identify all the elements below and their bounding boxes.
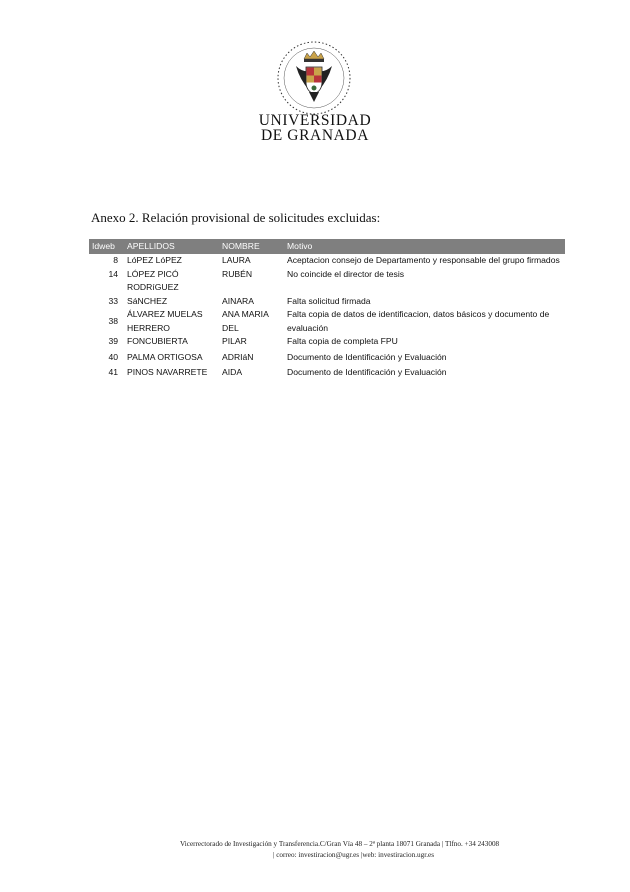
university-wordmark: [0, 113, 630, 143]
header-apellidos: APELLIDOS: [124, 239, 219, 254]
cell-nombre: RUBÉN: [222, 268, 253, 279]
annex-title: Anexo 2. Relación provisional de solicitudes excluidas:: [91, 210, 381, 225]
brand-line-1: UNIVERSIDAD: [258, 112, 372, 129]
cell-idweb: 40: [108, 351, 118, 362]
header-idweb: Idweb: [89, 239, 124, 254]
excluded-applications-table: [89, 239, 565, 380]
cell-motivo: No coincide el director de tesis: [287, 268, 405, 279]
cell-idweb: 33: [108, 295, 118, 306]
cell-nombre: ADRIáN: [222, 351, 254, 362]
cell-apellidos: SáNCHEZ: [127, 295, 168, 306]
cell-nombre: ANA MARIA DEL: [222, 309, 269, 333]
brand-line-2: DE GRANADA: [260, 127, 370, 144]
header-motivo: Motivo: [284, 239, 565, 254]
table-row: [89, 349, 565, 365]
cell-idweb: 38: [108, 315, 118, 326]
cell-idweb: 39: [108, 336, 118, 346]
university-crest-logo: [276, 40, 352, 116]
footer-address: Vicerrectorado de Investigación y Transferencia.C/Gran Vía 48 – 2ª planta 18071 Granada | Tlfno. +34 243008: [180, 840, 500, 848]
cell-motivo: Falta copia de datos de identificacion, datos básicos y documento de evaluación: [287, 309, 550, 333]
cell-nombre: PILAR: [222, 336, 247, 346]
cell-motivo: Documento de Identificación y Evaluación: [287, 367, 447, 377]
cell-motivo: Aceptacion consejo de Departamento y responsable del grupo firmados: [287, 255, 560, 265]
cell-nombre: LAURA: [222, 255, 251, 265]
cell-idweb: 41: [108, 367, 118, 377]
cell-apellidos: ÁLVAREZ MUELAS HERRERO: [127, 309, 203, 333]
cell-motivo: Falta solicitud firmada: [287, 295, 371, 306]
cell-motivo: Documento de Identificación y Evaluación: [287, 351, 447, 362]
cell-nombre: AIDA: [222, 367, 243, 377]
cell-idweb: 8: [113, 255, 118, 265]
table-row: [89, 268, 565, 295]
cell-apellidos: FONCUBIERTA: [127, 336, 188, 346]
table-row: [89, 335, 565, 349]
table-row: [89, 308, 565, 335]
cell-apellidos: PINOS NAVARRETE: [127, 367, 208, 377]
cell-idweb: 14: [108, 268, 118, 279]
table-header-row: [89, 239, 565, 254]
cell-apellidos: PALMA ORTIGOSA: [127, 351, 203, 362]
cell-nombre: AINARA: [222, 295, 254, 306]
footer-contact: | correo: investiracion@ugr.es |web: investiracion.ugr.es: [273, 851, 434, 859]
cell-motivo: Falta copia de completa FPU: [287, 336, 398, 346]
cell-apellidos: LÓPEZ PICÓ RODRíGUEZ: [127, 268, 179, 292]
table-row: [89, 364, 565, 380]
table-row: [89, 295, 565, 309]
table-row: [89, 254, 565, 268]
header-nombre: NOMBRE: [219, 239, 284, 254]
cell-apellidos: LóPEZ LóPEZ: [127, 255, 182, 265]
